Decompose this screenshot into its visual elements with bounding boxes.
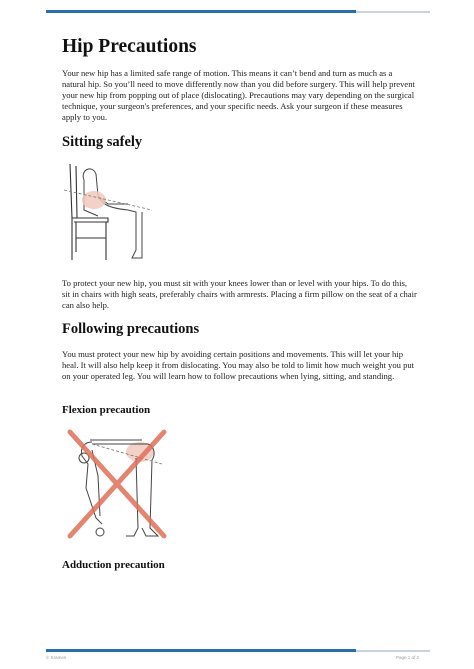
adduction-heading: Adduction precaution bbox=[62, 559, 165, 571]
following-heading: Following precautions bbox=[62, 321, 200, 337]
header-rule-accent bbox=[46, 10, 356, 13]
footer-copyright: © Krames bbox=[46, 655, 67, 660]
following-paragraph: You must protect your new hip by avoiding certain positions and movements. This will let your hip heal. It will also help keep it from dislocating. You may also be told to limit how much weight you put on your operated leg. You will learn how to follow precautions when lying, sitting, and standing. bbox=[62, 349, 415, 381]
hip-highlight bbox=[82, 191, 106, 209]
footer-rule-accent bbox=[46, 649, 356, 652]
intro-paragraph: Your new hip has a limited safe range of motion. This means it can’t bend and turn as much as a natural hip. So you’ll need to move differently now than you did before surgery. This will help prevent your new hip from popping out of place (dislocating). Precautions may vary depending on the surgical technique, your surgeon's preferences, and your specific needs. Ask your surgeon if these measures apply to you. bbox=[62, 68, 415, 122]
flexion-illustration bbox=[62, 428, 172, 543]
sitting-illustration bbox=[62, 160, 162, 264]
page-title: Hip Precautions bbox=[62, 36, 197, 57]
footer-page-number: Page 1 of 2 bbox=[396, 655, 420, 660]
prohibited-x-icon bbox=[70, 432, 164, 536]
sitting-heading: Sitting safely bbox=[62, 134, 143, 150]
flexion-heading: Flexion precaution bbox=[62, 404, 151, 416]
sitting-paragraph: To protect your new hip, you must sit with your knees lower than or level with your hips. To do this, sit in chairs with high seats, preferably chairs with armrests. Placing a firm pillow on the seat of a chair can also help. bbox=[62, 278, 417, 310]
